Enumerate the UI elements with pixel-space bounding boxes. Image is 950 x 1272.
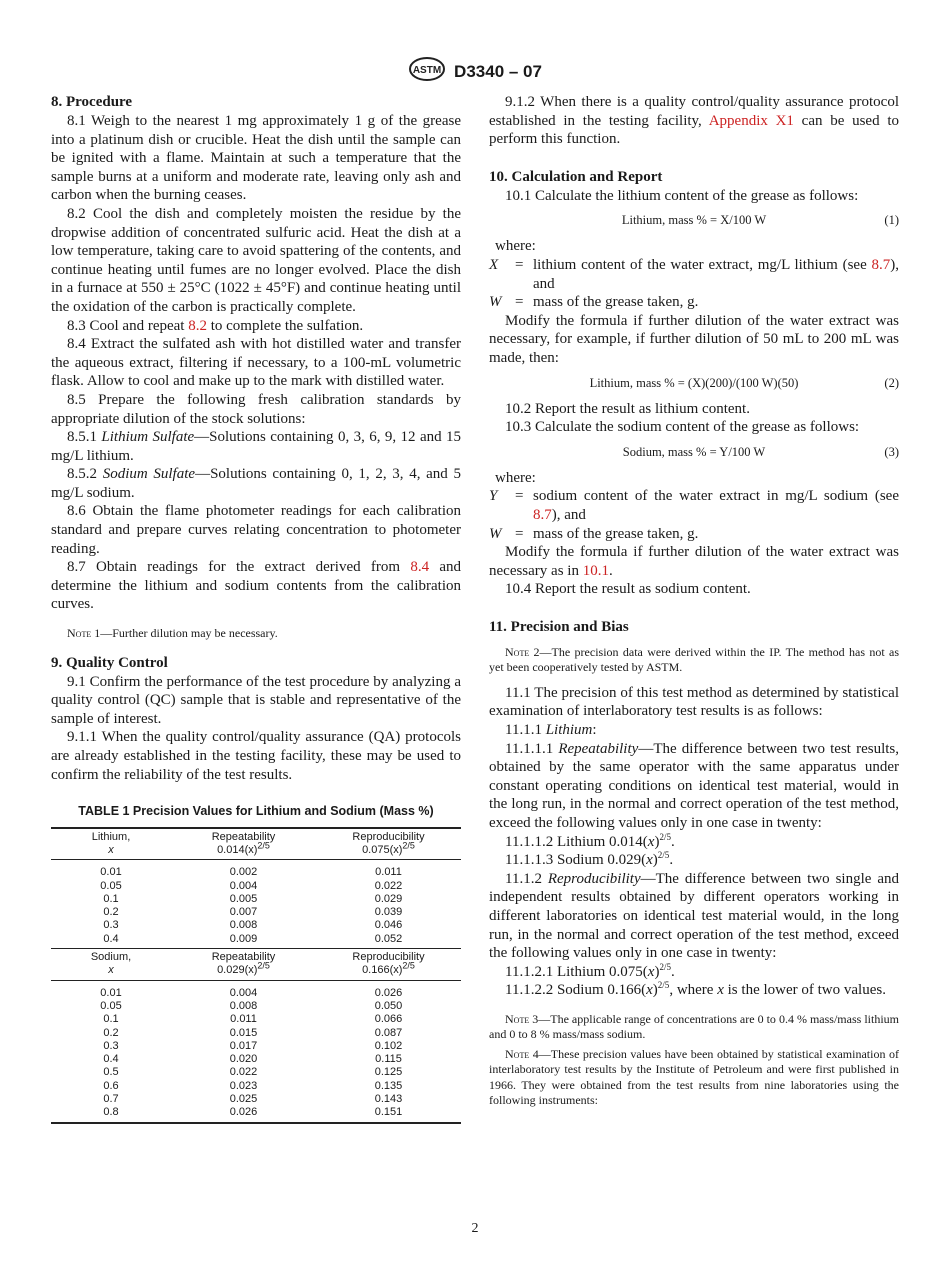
para-10-4: 10.4 Report the result as sodium content. (505, 581, 751, 598)
table-cell: 0.143 (374, 1093, 403, 1106)
table-cell: 0.01 (100, 866, 122, 879)
table-row (51, 1053, 461, 1066)
table-cell: 0.2 (103, 906, 119, 919)
para-8-7: 8.7 Obtain readings for the extract derived from 8.4 and determine the lithium and sodium contents from the calibration curves. (51, 559, 461, 613)
para-11-1-1-2: 11.1.1.2 Lithium $0.014(x)^{2/5}$. (505, 831, 675, 850)
link-appendix-x1[interactable]: Appendix X1 (708, 112, 794, 129)
link-8-7-a[interactable]: 8.7 (871, 256, 891, 273)
def-x: X = lithium content of the water extract, mg/L lithium (see 8.7), and (489, 256, 899, 292)
section-9-title: 9. Quality Control (51, 654, 168, 671)
note-1: Note 1—Further dilution may be necessary. (67, 626, 278, 641)
table-cell: 0.026 (229, 1106, 258, 1119)
table-cell: 0.017 (229, 1039, 258, 1052)
def-y: Y = sodium content of the water extract in mg/L sodium (see 8.7), and (489, 488, 899, 523)
para-modify-2: Modify the formula if further dilution of the water extract was necessary as in 10.1. (489, 544, 899, 579)
table-row (51, 1000, 461, 1013)
def-w-2: W = mass of the grease taken, g. (489, 525, 699, 542)
para-8-5: 8.5 Prepare the following fresh calibration standards by appropriate dilution of the stock solutions: (51, 391, 461, 427)
para-modify-1: Modify the formula if further dilution of the water extract was necessary, for example, if further dilution of 50 mL to 200 mL was made, then: (489, 312, 899, 366)
table-cell: 0.025 (229, 1093, 258, 1106)
table-cell: 0.1 (103, 1013, 119, 1026)
para-8-6: 8.6 Obtain the flame photometer readings for each calibration standard and prepare curves relating concentration to photometer reading. (51, 503, 461, 557)
equation-1: Lithium, mass % = X/100 W (1) (621, 213, 899, 228)
para-10-2: 10.2 Report the result as lithium content. (505, 400, 750, 417)
table-cell: 0.022 (229, 1066, 258, 1079)
section-8-title: 8. Procedure (51, 94, 133, 110)
table-cell: 0.102 (374, 1039, 403, 1052)
table-row (51, 1066, 461, 1079)
table-cell: 0.011 (230, 1013, 257, 1026)
link-8-2[interactable]: 8.2 (188, 317, 207, 334)
table-cell: 0.009 (229, 932, 258, 945)
table-1-title: TABLE 1 Precision Values for Lithium and Sodium (Mass %) (78, 804, 434, 819)
table-cell: 0.008 (229, 999, 258, 1012)
page-header (0, 56, 950, 87)
table-cell: 0.05 (100, 879, 122, 892)
para-9-1-1: 9.1.1 When the quality control/quality assurance (QA) protocols are already established in the testing facility, these may be used to confirm the reliability of the test results. (51, 729, 461, 783)
para-11-1-2-1: 11.1.2.1 Lithium $0.075(x)^{2/5}$. (505, 961, 675, 980)
table-row (51, 1027, 461, 1040)
table-cell: 0.004 (229, 879, 258, 892)
table-row (51, 880, 461, 893)
astm-logo (408, 56, 446, 87)
table-cell: 0.3 (103, 919, 119, 932)
table-cell: 0.05 (100, 999, 122, 1012)
table-cell: 0.151 (374, 1106, 403, 1119)
table-cell: 0.052 (374, 932, 403, 945)
para-11-1-2-2: 11.1.2.2 Sodium $0.166(x)^{2/5}$, where x is the lower of two values. (505, 980, 886, 999)
link-10-1[interactable]: 10.1 (582, 562, 609, 579)
table-cell: 0.004 (229, 986, 258, 999)
table-cell: 0.125 (374, 1066, 403, 1079)
document-code: D3340 – 07 (454, 61, 542, 81)
table-cell: 0.029 (374, 892, 403, 905)
table-row (51, 1080, 461, 1093)
table-cell: 0.7 (103, 1093, 119, 1106)
equation-3: Sodium, mass % = Y/100 W (3) (622, 444, 899, 459)
para-11-1: 11.1 The precision of this test method as determined by statistical examination of interlaboratory test results is as follows: (489, 684, 899, 720)
table-row (51, 860, 461, 880)
para-9-1-2: 9.1.2 When there is a quality control/quality assurance protocol established in the testing facility, Appendix X1 can be used to perform this function. (489, 94, 899, 148)
table-cell: 0.022 (374, 879, 403, 892)
para-8-5-1: 8.5.1 Lithium Sulfate—Solutions containing 0, 3, 6, 9, 12 and 15 mg/L lithium. (51, 429, 462, 464)
table-cell: 0.050 (374, 999, 403, 1012)
where-1: where: (495, 238, 536, 255)
table-cell: 0.023 (229, 1079, 258, 1092)
table-cell: 0.026 (374, 986, 403, 999)
table-row (51, 1013, 461, 1026)
para-11-1-1: 11.1.1 Lithium: (505, 722, 597, 739)
table-cell: 0.1 (103, 892, 119, 905)
equation-2: Lithium, mass % = (X)(200)/(100 W)(50) (2) (589, 375, 899, 390)
table-cell: 0.01 (100, 986, 122, 999)
table-cell: 0.011 (375, 866, 402, 879)
para-8-1: 8.1 Weigh to the nearest 1 mg approximately 1 g of the grease into a platinum dish or crucible. Heat the dish until the sample can be ignited with a flame. Maintain at such a temperature that the sample burns at a uniform and moderate rate, leaving only ash and carbon when the burning ceases. (51, 113, 461, 204)
table-cell: 0.020 (229, 1053, 258, 1066)
para-11-1-1-1: 11.1.1.1 Repeatability—The difference between two test results, obtained by the same operator with the same apparatus under constant operating conditions on identical test material, would in the long run, in the normal and correct operation of the test method, exceed the following values only in one case in twenty: (489, 740, 899, 832)
table-cell: 0.007 (229, 906, 258, 919)
table-cell: 0.087 (374, 1026, 403, 1039)
table-cell: 0.3 (103, 1039, 119, 1052)
note-3: Note 3—The applicable range of concentrations are 0 to 0.4 % mass/mass lithium and 0 to 8 % mass/mass sodium. (489, 1011, 899, 1042)
page-number: 2 (471, 1221, 479, 1236)
para-8-2: 8.2 Cool the dish and completely moisten the residue by the dropwise addition of concentrated sulfuric acid. Heat the dish at a low temperature, taking care to avoid spattering of the contents, and continue heating until fumes are no longer evolved. Place the dish in a furnace at 550 ± 25°C (1022 ± 45°F) and continue heating until the oxidation of the carbon is practically complete. (51, 205, 461, 315)
logo-lettering: ASTM (412, 65, 442, 76)
table-row (51, 893, 461, 906)
table-cell: 0.4 (103, 932, 119, 945)
section-10-title: 10. Calculation and Report (489, 168, 663, 185)
table-cell: 0.115 (375, 1053, 402, 1066)
para-10-3: 10.3 Calculate the sodium content of the grease as follows: (505, 419, 860, 436)
table-row (51, 1093, 461, 1106)
table-cell: 0.005 (229, 892, 258, 905)
table-row (51, 980, 461, 1000)
table-cell: 0.002 (229, 866, 258, 879)
note-4: Note 4—These precision values have been obtained by statistical examination of interlaboratory test results by the Institute of Petroleum and were first published in 1966. They were obtained from the test results from nine laboratories using the following instruments: (489, 1046, 899, 1108)
table-cell: 0.008 (229, 919, 258, 932)
def-w: W = mass of the grease taken, g. (489, 294, 699, 311)
table-cell: 0.6 (103, 1079, 119, 1092)
note-2: Note 2—The precision data were derived within the IP. The method has not as yet been cooperatively tested by ASTM. (489, 644, 899, 675)
para-11-1-1-3: 11.1.1.3 Sodium $0.029(x)^{2/5}$. (505, 850, 674, 869)
para-8-3: 8.3 Cool and repeat 8.2 to complete the sulfation. (67, 317, 364, 334)
table-cell: 0.4 (103, 1053, 119, 1066)
table-row (51, 1040, 461, 1053)
section-11-title: 11. Precision and Bias (489, 618, 629, 635)
right-column (489, 93, 899, 1109)
table-cell: 0.015 (229, 1026, 258, 1039)
para-10-1: 10.1 Calculate the lithium content of the grease as follows: (505, 187, 859, 204)
para-9-1: 9.1 Confirm the performance of the test procedure by analyzing a quality control (QC) sample that is stable and representative of the sample of interest. (51, 673, 461, 727)
left-column (51, 93, 461, 1124)
para-8-4: 8.4 Extract the sulfated ash with hot distilled water and transfer the aqueous extract, filtering if necessary, to a 100-mL volumetric flask. Allow to cool and make up to the mark with distilled water. (51, 336, 461, 390)
table-row (51, 933, 461, 949)
table-cell: 0.2 (103, 1026, 119, 1039)
link-8-4[interactable]: 8.4 (410, 559, 430, 576)
para-11-1-2: 11.1.2 Reproducibility—The difference between two single and independent results obtained by different operators working in different laboratories on identical test material would, in the long run, in the normal and correct operation of the test method, exceed the following values only in one case in twenty: (489, 870, 899, 962)
para-8-5-2: 8.5.2 Sodium Sulfate—Solutions containing 0, 1, 2, 3, 4, and 5 mg/L sodium. (51, 466, 461, 501)
table-row (51, 1106, 461, 1122)
table-cell: 0.046 (374, 919, 403, 932)
table-row (51, 906, 461, 919)
table-cell: 0.039 (374, 906, 403, 919)
table-row (51, 919, 461, 932)
table-cell: 0.8 (103, 1106, 119, 1119)
table-cell: 0.135 (374, 1079, 403, 1092)
where-2: where: (495, 469, 536, 486)
table-cell: 0.5 (103, 1066, 119, 1079)
table-cell: 0.066 (374, 1013, 403, 1026)
link-8-7-b[interactable]: 8.7 (533, 506, 552, 523)
precision-table: Lithium, Repeatability Reproducibility x $0.014(x)^{2/5}$ $0.075(x)^{2/5}$ 0.01 0.002 0.011 0.05 0.004 0.022 0.1 0.005 0.029 0.2 0.007 0.039 0.3 0.008 0.046 0.4 0.009 0.052 Sodium, Repeatability Reproducibility x $0.029(x)^{2/5}$ $0.166(x)^{2/5}$ 0.01 0.004 0.026 0.05 0.008 0.050 0.1 0.011 0.066 0.2 0.015 0.087 0.3 0.017 0.102 0.4 0.020 0.115 0.5 0.022 0.125 0.6 0.023 0.135 0.7 0.025 0.143 0.8 0.026 0.151 (51, 827, 461, 1124)
